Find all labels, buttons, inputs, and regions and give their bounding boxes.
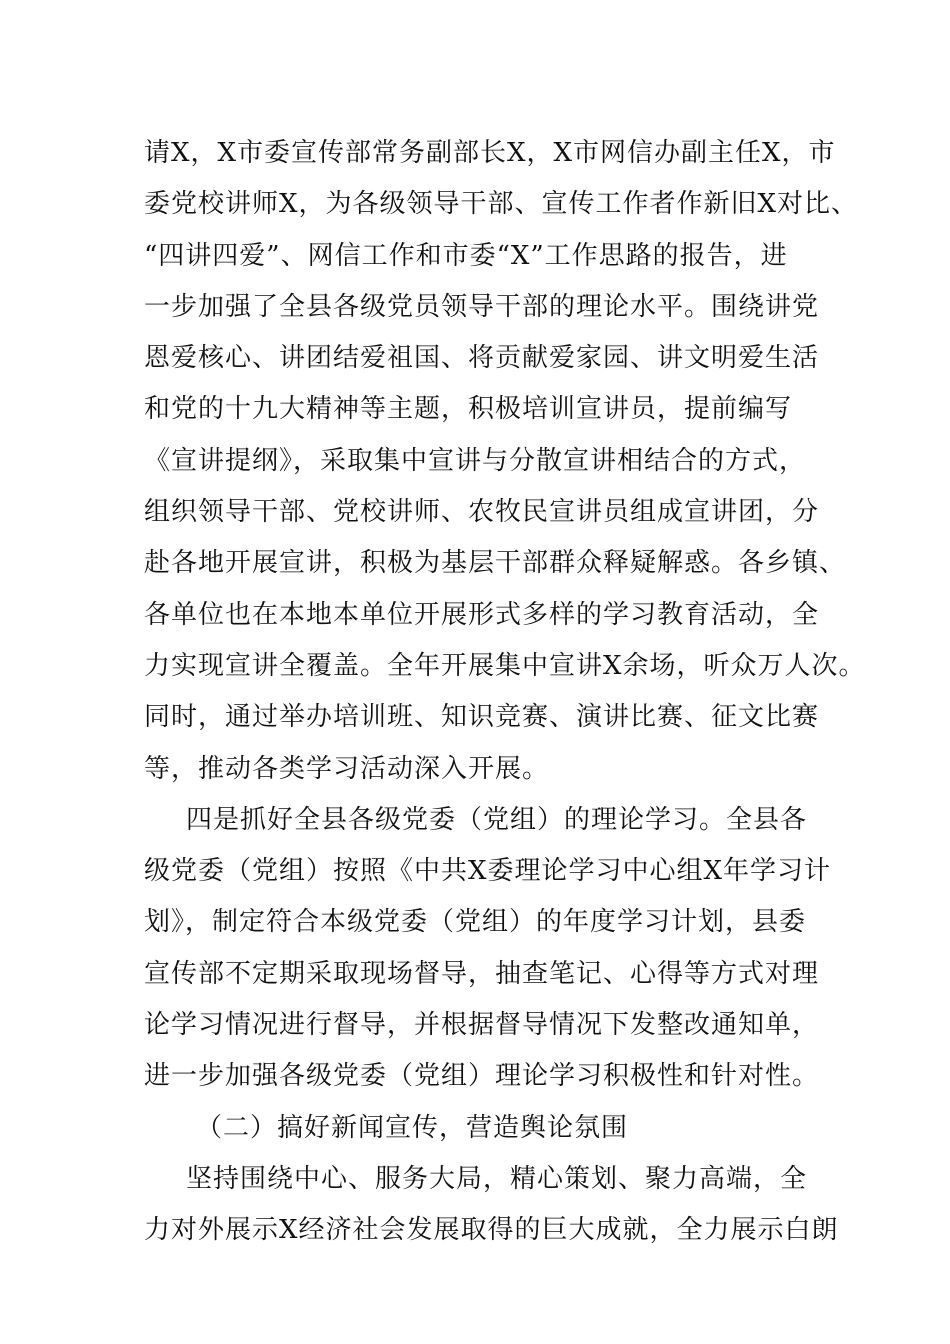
text-line: 请X，X市委宣传部常务副部长X，X市网信办副主任X，市 xyxy=(144,138,836,168)
text-line: 力对外展示X经济社会发展取得的巨大成就，全力展示白朗 xyxy=(144,1215,839,1246)
text-line: 各单位也在本地本单位开展形式多样的学习教育活动，全 xyxy=(144,599,820,630)
text-line: 力实现宣讲全覆盖。全年开展集中宣讲X余场，听众万人次。 xyxy=(144,650,866,681)
text-line: 和党的十九大精神等主题，积极培训宣讲员，提前编写 xyxy=(144,394,793,425)
text-line: 组织领导干部、党校讲师、农牧民宣讲员组成宣讲团，分 xyxy=(144,497,820,528)
text-line: 进一步加强各级党委（党组）理论学习积极性和针对性。 xyxy=(144,1061,820,1092)
section-heading: （二）搞好新闻宣传，营造舆论氛围 xyxy=(196,1112,629,1143)
text-line: 等，推动各类学习活动深入开展。 xyxy=(144,753,550,784)
text-line: 《宣讲提纲》，采取集中宣讲与分散宣讲相结合的方式， xyxy=(144,445,807,476)
text-line: 恩爱核心、讲团结爱祖国、将贡献爱家园、讲文明爱生活 xyxy=(144,343,820,374)
text-line: 划》，制定符合本级党委（党组）的年度学习计划，县委 xyxy=(144,907,807,938)
text-line: 四是抓好全县各级党委（党组）的理论学习。全县各 xyxy=(186,804,808,835)
text-line: 同时，通过举办培训班、知识竞赛、演讲比赛、征文比赛 xyxy=(144,702,820,733)
document-body xyxy=(144,128,864,1257)
text-line: 一步加强了全县各级党员领导干部的理论水平。围绕讲党 xyxy=(144,291,820,322)
text-line: 宣传部不定期采取现场督导，抽查笔记、心得等方式对理 xyxy=(144,958,820,989)
text-line: 委党校讲师X，为各级领导干部、宣传工作者作新旧X对比、 xyxy=(144,189,859,220)
text-line: 赴各地开展宣讲，积极为基层干部群众释疑解惑。各乡镇、 xyxy=(144,548,847,579)
text-line: “四讲四爱”、网信工作和市委“X”工作思路的报告，进 xyxy=(144,240,788,271)
text-line: 论学习情况进行督导，并根据督导情况下发整改通知单， xyxy=(144,1010,820,1041)
text-line: 级党委（党组）按照《中共X委理论学习中心组X年学习计 xyxy=(144,856,832,887)
text-line: 坚持围绕中心、服务大局，精心策划、聚力高端，全 xyxy=(186,1163,808,1194)
